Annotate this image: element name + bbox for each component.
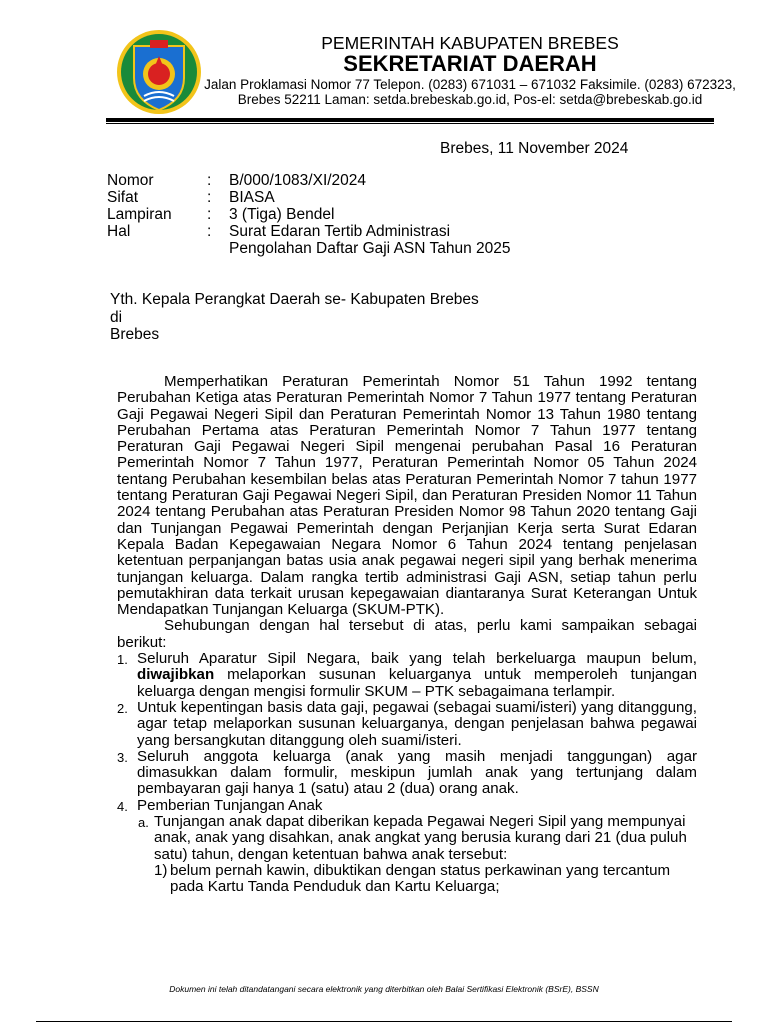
- meta-label: Sifat: [107, 189, 139, 206]
- list-number: 3.: [117, 749, 128, 765]
- meta-colon: :: [207, 223, 212, 240]
- letterhead-address: [200, 77, 740, 107]
- letterhead-office: SEKRETARIAT DAERAH: [343, 51, 597, 76]
- header-rule-thick: [106, 118, 714, 122]
- list-text: melaporkan susunan keluarganya untuk memperoleh tunjangan keluarga dengan mengisi formulir SKUM – PTK sebagaimana terlampir.: [137, 666, 697, 700]
- sub-list-letter: a.: [138, 815, 149, 831]
- addressee-line: Yth. Kepala Perangkat Daerah se- Kabupaten Brebes: [110, 291, 479, 308]
- addressee-block: [110, 291, 479, 344]
- header-rule-thin: [106, 123, 714, 124]
- addressee-line: Brebes: [110, 326, 160, 343]
- meta-value: 3 (Tiga) Bendel: [229, 206, 335, 223]
- address-line-1: Jalan Proklamasi Nomor 77 Telepon. (0283) 671031 – 671032 Faksimile. (0283) 672323,: [204, 77, 736, 92]
- letterhead-government: PEMERINTAH KABUPATEN BREBES: [321, 33, 619, 53]
- meta-colon: :: [207, 189, 212, 206]
- letter-date: Brebes, 11 November 2024: [440, 140, 629, 157]
- list-text: belum pernah kawin, dibuktikan dengan status perkawinan yang tercantum pada Kartu Tanda Penduduk dan Kartu Keluarga;: [170, 861, 671, 896]
- e-signature-footer: Dokumen ini telah ditandatangani secara elektronik yang diterbitkan oleh Balai Sertifikasi Elektronik (BSrE), BSSN: [169, 984, 599, 994]
- list-item: [117, 798, 697, 814]
- meta-value: BIASA: [229, 189, 275, 206]
- meta-label: Nomor: [107, 172, 154, 189]
- meta-value: Pengolahan Daftar Gaji ASN Tahun 2025: [229, 240, 511, 257]
- list-number: 2.: [117, 700, 128, 716]
- footer-rule: [36, 1021, 732, 1022]
- meta-label: Hal: [107, 223, 131, 240]
- brebes-regency-emblem-icon: [114, 26, 204, 118]
- list-item: [117, 749, 697, 798]
- body-paragraph-1: Memperhatikan Peraturan Pemerintah Nomor 51 Tahun 1992 tentang Perubahan Ketiga atas Peraturan Pemerintah Nomor 7 Tahun 1977 tentang Peraturan Gaji Pegawai Negeri Sipil dan Peraturan Pemerintah Nomor 13 Tahun 1980 tentang Perubahan Pertama atas Peraturan Pemerintah Nomor 7 Tahun 1977 tentang Peraturan Gaji Pegawai Negeri Sipil mengenai perubahan Pasal 16 Peraturan Pemerintah Nomor 7 Tahun 1977, Peraturan Pemerintah Nomor 05 Tahun 2024 tentang Perubahan kesembilan belas atas Peraturan Pemerintah Nomor 7 tahun 1977 tentang Peraturan Gaji Pegawai Negeri Sipil, dan Peraturan Presiden Nomor 11 Tahun 2024 tentang Perubahan atas Peraturan Presiden Nomor 98 Tahun 2020 tentang Gaji dan Tunjangan Pegawai Pemerintah dengan Perjanjian Kerja serta Surat Edaran Kepala Badan Kepegawaian Negara Nomor 6 Tahun 2024 tentang penjelasan ketentuan perpanjangan batas usia anak pegawai negeri sipil yang berhak menerima tunjangan keluarga. Dalam rangka tertib administrasi Gaji ASN, setiap tahun perlu pemutakhiran data terkait urusan kepegawaian diantaranya Surat Keterangan Untuk Mendapatkan Tunjangan Keluarga (SKUM-PTK).: [117, 373, 697, 619]
- meta-colon: :: [207, 206, 212, 223]
- sub-sub-list-item: [117, 863, 697, 896]
- sub-list-item: [117, 814, 697, 863]
- addressee-line: di: [110, 308, 123, 326]
- meta-value: Surat Edaran Tertib Administrasi: [229, 223, 451, 240]
- meta-label: Lampiran: [107, 206, 172, 223]
- list-text: Pemberian Tunjangan Anak: [137, 796, 323, 814]
- address-line-2: Brebes 52211 Laman: setda.brebeskab.go.id, Pos-el: setda@brebeskab.go.id: [237, 92, 703, 107]
- list-text: Seluruh Aparatur Sipil Negara, baik yang telah berkeluarga maupun belum,: [137, 650, 697, 668]
- list-item: [117, 651, 697, 700]
- list-text: Untuk kepentingan basis data gaji, pegawai (sebagai suami/isteri) yang ditanggung, agar tetap melaporkan susunan keluarganya, dengan penjelasan bahwa pegawai yang bersangkutan ditanggung oleh suami/isteri.: [137, 698, 697, 749]
- numbered-list: [117, 651, 697, 895]
- sub-sub-list-number: 1): [154, 861, 168, 879]
- list-number: 1.: [117, 652, 128, 668]
- list-text: Seluruh anggota keluarga (anak yang masih menjadi tanggungan) agar dimasukkan dalam formulir, meskipun jumlah anak yang tertunjang dalam pembayaran gaji hanya 1 (satu) atau 2 (dua) orang anak.: [137, 747, 697, 798]
- body-paragraph-2: Sehubungan dengan hal tersebut di atas, perlu kami sampaikan sebagai berikut:: [117, 617, 697, 651]
- meta-value: B/000/1083/XI/2024: [229, 172, 367, 189]
- list-number: 4.: [117, 798, 128, 814]
- list-item: [117, 700, 697, 749]
- list-text: Tunjangan anak dapat diberikan kepada Pegawai Negeri Sipil yang mempunyai anak, anak yang disahkan, anak angkat yang berusia kurang dari 21 (dua puluh satu) tahun, dengan ketentuan bahwa anak tersebut:: [154, 813, 687, 863]
- letter-body: [117, 374, 697, 896]
- meta-colon: :: [207, 172, 212, 189]
- list-text-bold: diwajibkan: [137, 666, 215, 684]
